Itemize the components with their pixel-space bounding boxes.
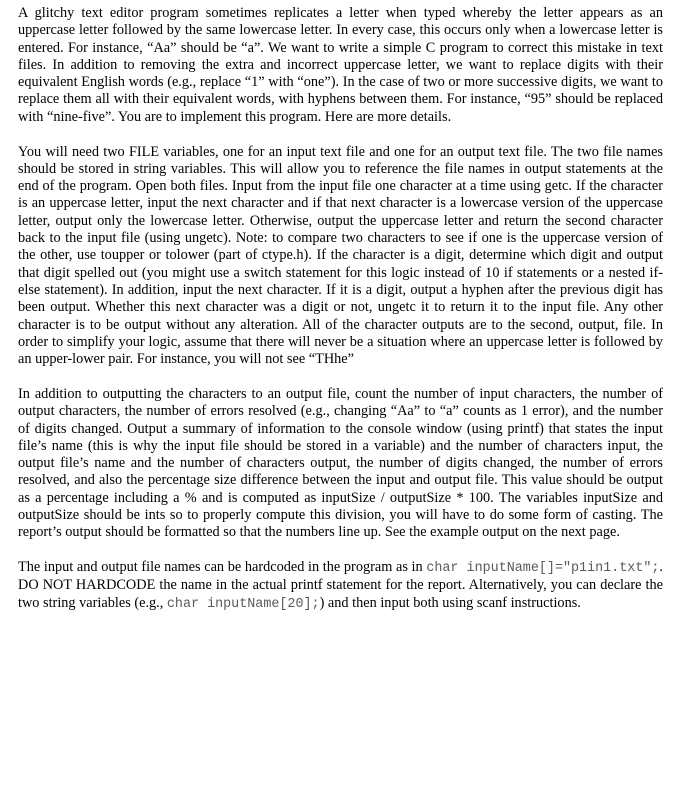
document-page bbox=[18, 5, 663, 613]
paragraph-implementation-details: You will need two FILE variables, one for an input text file and one for an output text file. The two file names should be stored in string variables. This will allow you to reference the file names in output statements at the end of the program. Open both files. Input from the input file one character at a time using getc. If the character is an uppercase letter, input the next character and if that next character is a lowercase version of the uppercase letter, output only the lowercase letter. Otherwise, output the uppercase letter and return the second character back to the input file (using ungetc). Note: to compare two characters to see if one is the uppercase version of the other, use toupper or tolower (part of ctype.h). If the character is a digit, determine which digit and output that digit spelled out (you might use a switch statement for this logic instead of 10 if statements or a nested if-else statement). In addition, input the next character. If it is a digit, output a hyphen after the previous digit has been output. Whether this next character was a digit or not, ungetc it to return it to the input file. Any other character is to be output without any alteration. All of the character outputs are to the second, output, file. In order to simplify your logic, assume that there will never be a situation where an uppercase letter is followed by an upper-lower pair. For instance, you will not see “THhe” bbox=[18, 143, 663, 368]
paragraph-file-names-text-b: . DO NOT HARDCODE the name in the actual printf statement for the report. Alternatively, you can declare the two string variables (e.g., bbox=[18, 559, 663, 611]
paragraph-problem-statement: A glitchy text editor program sometimes replicates a letter when typed whereby the letter appears as an uppercase letter followed by the same lowercase letter. In every case, this occurs only when a lowercase letter is entered. For instance, “Aa” should be “a”. We want to write a simple C program to correct this mistake in text files. In addition to removing the extra and incorrect uppercase letter, we want to replace digits with their equivalent English words (e.g., replace “1” with “one”). In the case of two or more successive digits, we want to replace them all with their equivalent words, with hyphens between them. For instance, “95” should be replaced with “nine-five”. You are to implement this program. Here are more details. bbox=[18, 5, 663, 125]
code-snippet-input-name-init: char inputName[]="p1in1.txt"; bbox=[426, 561, 660, 577]
paragraph-file-names-text-a: The input and output file names can be hardcoded in the program as in bbox=[18, 559, 427, 576]
code-snippet-input-name-decl: char inputName[20]; bbox=[166, 596, 320, 612]
paragraph-summary-report: In addition to outputting the characters to an output file, count the number of input characters, the number of output characters, the number of errors resolved (e.g., changing “Aa” to “a” counts as 1 error), and the number of digits changed. Output a summary of information to the console window (using printf) that states the input file’s name (this is why the input file should be stored in a variable) and the number of characters input, the output file’s name and the number of characters output, the number of digits changed, the number of errors resolved, and also the percentage size difference between the input and output file. This value should be output as a percentage including a % and is computed as inputSize / outputSize * 100. The variables inputSize and outputSize should be ints so to properly compute this division, you will have to do some form of casting. The report’s output should be formatted so that the numbers line up. See the example output on the next page. bbox=[18, 385, 663, 541]
paragraph-file-names bbox=[18, 559, 663, 613]
paragraph-file-names-text-c: ) and then input both using scanf instructions. bbox=[319, 594, 581, 611]
